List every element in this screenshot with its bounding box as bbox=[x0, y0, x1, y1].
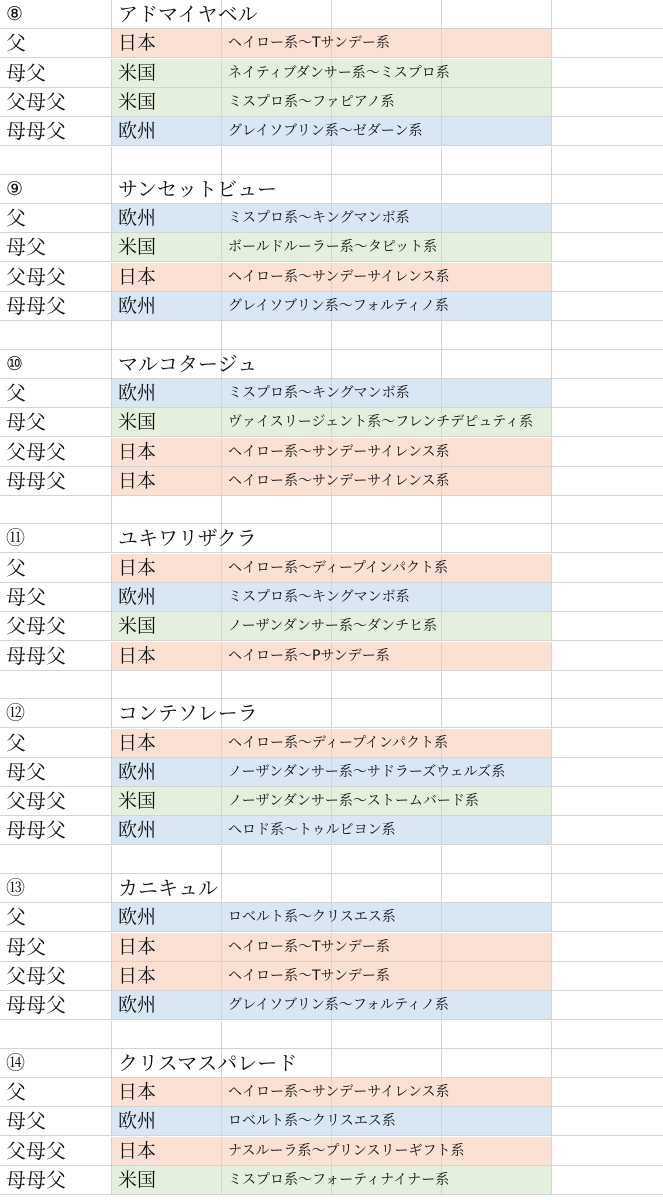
grid-line bbox=[551, 59, 552, 88]
grid-line bbox=[221, 554, 222, 583]
spacer-row bbox=[0, 321, 663, 349]
sire-line: グレイソブリン系〜フォルティノ系 bbox=[228, 298, 449, 314]
grid-line bbox=[221, 292, 222, 321]
grid-line bbox=[111, 816, 112, 845]
pedigree-row bbox=[0, 758, 663, 787]
grid-line bbox=[551, 496, 552, 524]
grid-line bbox=[551, 204, 552, 233]
grid-line bbox=[111, 729, 112, 758]
grid-line bbox=[441, 29, 442, 58]
grid-line bbox=[441, 1021, 442, 1049]
grid-line bbox=[221, 758, 222, 787]
grid-line bbox=[551, 933, 552, 962]
sire-line: グレイソブリン系〜フォルティノ系 bbox=[228, 997, 449, 1014]
grid-line bbox=[221, 874, 222, 903]
grid-line bbox=[111, 29, 112, 58]
grid-line bbox=[111, 0, 112, 29]
sire-line: ナスルーラ系〜プリンスリーギフト系 bbox=[228, 1142, 465, 1159]
sire-line: ヘイロー系〜サンデーサイレンス系 bbox=[228, 268, 450, 285]
pedigree-row bbox=[0, 292, 663, 321]
grid-line bbox=[551, 467, 552, 496]
region-label: 日本 bbox=[118, 265, 157, 288]
grid-line bbox=[111, 1107, 112, 1136]
region-label: 欧州 bbox=[118, 1110, 157, 1133]
ancestor-role: 父 bbox=[6, 555, 26, 580]
entry-number: ⑬ bbox=[6, 877, 26, 899]
grid-line bbox=[441, 612, 442, 641]
pedigree-row bbox=[0, 1137, 663, 1166]
grid-line bbox=[111, 903, 112, 932]
grid-line bbox=[221, 29, 222, 58]
grid-line bbox=[221, 991, 222, 1020]
sire-line: ヘイロー系〜サンデーサイレンス系 bbox=[228, 1084, 450, 1101]
grid-line bbox=[111, 612, 112, 641]
region-label: 欧州 bbox=[118, 586, 157, 608]
ancestor-role: 母父 bbox=[6, 934, 46, 959]
grid-line bbox=[551, 903, 552, 932]
grid-line bbox=[551, 991, 552, 1020]
horse-name: ユキワリザクラ bbox=[118, 526, 257, 551]
sire-line: ヘイロー系〜サンデーサイレンス系 bbox=[228, 472, 450, 489]
grid-line bbox=[441, 816, 442, 845]
grid-line bbox=[221, 263, 222, 292]
ancestor-role: 母母父 bbox=[6, 294, 66, 318]
grid-line bbox=[111, 408, 112, 437]
grid-line bbox=[111, 787, 112, 816]
region-label: 日本 bbox=[118, 440, 157, 463]
sire-line: ネイティブダンサー系〜ミスプロ系 bbox=[228, 64, 450, 81]
ancestor-role: 父母父 bbox=[6, 89, 66, 114]
sire-line: ヘイロー系〜Tサンデー系 bbox=[228, 967, 390, 984]
grid-line bbox=[441, 524, 442, 553]
pedigree-row bbox=[0, 1166, 663, 1195]
grid-line bbox=[111, 1166, 112, 1195]
region-label: 日本 bbox=[118, 1139, 157, 1162]
entry-header-row bbox=[0, 1049, 663, 1078]
grid-line bbox=[221, 88, 222, 117]
grid-line bbox=[551, 321, 552, 349]
grid-line bbox=[331, 496, 332, 524]
grid-line bbox=[221, 147, 222, 175]
ancestor-role: 母母父 bbox=[6, 993, 66, 1018]
grid-line bbox=[111, 117, 112, 146]
region-label: 欧州 bbox=[118, 994, 157, 1017]
sire-line: ロベルト系〜クリスエス系 bbox=[228, 1113, 396, 1130]
sire-line: ロベルト系〜クリスエス系 bbox=[228, 909, 396, 926]
grid-line bbox=[221, 583, 222, 612]
grid-line bbox=[551, 787, 552, 816]
grid-line bbox=[551, 292, 552, 321]
grid-line bbox=[221, 117, 222, 146]
sire-line: ミスプロ系〜キングマンボ系 bbox=[228, 589, 410, 605]
spacer-row bbox=[0, 1021, 663, 1049]
grid-line bbox=[331, 147, 332, 175]
grid-line bbox=[441, 0, 442, 29]
grid-line bbox=[551, 350, 552, 379]
region-label: 米国 bbox=[118, 236, 157, 259]
grid-line bbox=[551, 117, 552, 146]
grid-line bbox=[441, 1049, 442, 1078]
horse-name: サンセットビュー bbox=[118, 176, 277, 201]
ancestor-role: 母父 bbox=[6, 410, 46, 435]
region-label: 欧州 bbox=[118, 120, 157, 143]
grid-line bbox=[221, 1021, 222, 1049]
sire-line: ヘロド系〜トゥルビヨン系 bbox=[228, 822, 396, 839]
grid-line bbox=[551, 816, 552, 845]
grid-line bbox=[111, 671, 112, 699]
pedigree-row bbox=[0, 816, 663, 845]
ancestor-role: 母母父 bbox=[6, 119, 66, 144]
grid-line bbox=[551, 379, 552, 408]
grid-line bbox=[551, 408, 552, 437]
horse-name: クリスマスパレード bbox=[118, 1050, 298, 1075]
entry-number: ⑫ bbox=[6, 702, 26, 725]
pedigree-row bbox=[0, 642, 663, 671]
grid-line bbox=[111, 204, 112, 233]
grid-line bbox=[221, 204, 222, 233]
sire-line: ヴァイスリージェント系〜フレンチデピュティ系 bbox=[228, 414, 534, 431]
ancestor-role: 母母父 bbox=[6, 818, 66, 843]
grid-line bbox=[221, 379, 222, 408]
sire-line: グレイソブリン系〜ゼダーン系 bbox=[228, 123, 423, 140]
grid-line bbox=[551, 642, 552, 671]
grid-line bbox=[221, 496, 222, 524]
grid-line bbox=[331, 874, 332, 903]
grid-line bbox=[111, 233, 112, 262]
grid-line bbox=[111, 1021, 112, 1049]
grid-line bbox=[551, 554, 552, 583]
pedigree-row bbox=[0, 29, 663, 58]
grid-line bbox=[331, 1049, 332, 1078]
grid-line bbox=[441, 175, 442, 204]
ancestor-role: 母母父 bbox=[6, 1168, 66, 1192]
ancestor-role: 父 bbox=[6, 905, 26, 930]
grid-line bbox=[441, 583, 442, 612]
region-label: 欧州 bbox=[118, 207, 157, 230]
grid-line bbox=[551, 524, 552, 553]
pedigree-row bbox=[0, 612, 663, 641]
entry-header-row bbox=[0, 350, 663, 379]
horse-name: カニキュル bbox=[118, 876, 218, 900]
ancestor-role: 母母父 bbox=[6, 468, 66, 493]
region-label: 米国 bbox=[118, 790, 157, 813]
entry-header-row bbox=[0, 874, 663, 903]
grid-line bbox=[221, 962, 222, 991]
grid-line bbox=[111, 962, 112, 991]
grid-line bbox=[111, 263, 112, 292]
grid-line bbox=[331, 350, 332, 379]
grid-line bbox=[551, 263, 552, 292]
grid-line bbox=[111, 554, 112, 583]
grid-line bbox=[221, 612, 222, 641]
grid-line bbox=[551, 583, 552, 612]
grid-line bbox=[111, 88, 112, 117]
region-label: 欧州 bbox=[118, 819, 157, 842]
grid-line bbox=[551, 699, 552, 728]
entry-header-row bbox=[0, 0, 663, 29]
grid-line bbox=[441, 933, 442, 962]
grid-line bbox=[331, 524, 332, 553]
ancestor-role: 母母父 bbox=[6, 643, 66, 668]
entry-header-row bbox=[0, 175, 663, 204]
sire-line: ヘイロー系〜サンデーサイレンス系 bbox=[228, 443, 450, 460]
grid-line bbox=[221, 1107, 222, 1136]
grid-line bbox=[441, 233, 442, 262]
grid-line bbox=[551, 1049, 552, 1078]
pedigree-row bbox=[0, 233, 663, 262]
grid-line bbox=[551, 846, 552, 874]
grid-line bbox=[111, 933, 112, 962]
grid-line bbox=[221, 321, 222, 349]
grid-line bbox=[441, 496, 442, 524]
grid-line bbox=[221, 933, 222, 962]
ancestor-role: 父母父 bbox=[6, 264, 66, 289]
grid-line bbox=[111, 175, 112, 204]
grid-line bbox=[111, 292, 112, 321]
grid-line bbox=[111, 350, 112, 379]
grid-line bbox=[551, 438, 552, 467]
grid-line bbox=[221, 233, 222, 262]
pedigree-row bbox=[0, 438, 663, 467]
grid-line bbox=[441, 204, 442, 233]
grid-line bbox=[331, 0, 332, 29]
pedigree-row bbox=[0, 204, 663, 233]
grid-line bbox=[551, 1166, 552, 1195]
grid-line bbox=[441, 642, 442, 671]
entry-number: ⑭ bbox=[6, 1051, 26, 1074]
grid-line bbox=[111, 583, 112, 612]
grid-line bbox=[441, 846, 442, 874]
pedigree-row bbox=[0, 962, 663, 991]
grid-line bbox=[221, 642, 222, 671]
grid-line bbox=[111, 379, 112, 408]
spacer-row bbox=[0, 671, 663, 699]
grid-line bbox=[221, 1078, 222, 1107]
grid-line bbox=[441, 962, 442, 991]
grid-line bbox=[551, 29, 552, 58]
region-label: 日本 bbox=[118, 469, 157, 492]
grid-line bbox=[331, 699, 332, 728]
sire-line: ヘイロー系〜Tサンデー系 bbox=[228, 938, 390, 955]
grid-line bbox=[441, 1107, 442, 1136]
region-label: 米国 bbox=[118, 1169, 157, 1191]
grid-line bbox=[441, 903, 442, 932]
region-label: 米国 bbox=[118, 411, 157, 434]
grid-line bbox=[221, 1137, 222, 1166]
grid-line bbox=[221, 903, 222, 932]
region-label: 日本 bbox=[118, 1081, 157, 1104]
sire-line: ヘイロー系〜ディープインパクト系 bbox=[228, 734, 448, 751]
pedigree-row bbox=[0, 467, 663, 496]
grid-line bbox=[331, 846, 332, 874]
sire-line: ミスプロ系〜フォーティナイナー系 bbox=[228, 1172, 450, 1188]
pedigree-row bbox=[0, 787, 663, 816]
pedigree-row bbox=[0, 991, 663, 1020]
grid-line bbox=[111, 147, 112, 175]
grid-line bbox=[551, 88, 552, 117]
grid-line bbox=[221, 467, 222, 496]
grid-line bbox=[551, 175, 552, 204]
pedigree-row bbox=[0, 933, 663, 962]
sire-line: ノーザンダンサー系〜ダンチヒ系 bbox=[228, 618, 438, 635]
entry-number: ⑪ bbox=[6, 527, 26, 550]
pedigree-row bbox=[0, 88, 663, 117]
grid-line bbox=[111, 59, 112, 88]
pedigree-row bbox=[0, 263, 663, 292]
grid-line bbox=[111, 438, 112, 467]
grid-line bbox=[221, 846, 222, 874]
ancestor-role: 母父 bbox=[6, 585, 46, 609]
region-label: 日本 bbox=[118, 556, 157, 579]
grid-line bbox=[551, 962, 552, 991]
grid-line bbox=[441, 671, 442, 699]
ancestor-role: 母父 bbox=[6, 235, 46, 260]
grid-line bbox=[221, 787, 222, 816]
grid-line bbox=[551, 671, 552, 699]
grid-line bbox=[441, 350, 442, 379]
grid-line bbox=[441, 699, 442, 728]
grid-line bbox=[441, 147, 442, 175]
grid-line bbox=[111, 758, 112, 787]
region-label: 日本 bbox=[118, 964, 157, 987]
pedigree-row bbox=[0, 554, 663, 583]
region-label: 日本 bbox=[118, 32, 157, 55]
grid-line bbox=[111, 874, 112, 903]
grid-line bbox=[221, 1166, 222, 1195]
grid-line bbox=[111, 467, 112, 496]
ancestor-role: 父母父 bbox=[6, 614, 66, 639]
ancestor-role: 父 bbox=[6, 31, 26, 56]
sire-line: ヘイロー系〜Pサンデー系 bbox=[228, 647, 390, 664]
grid-line bbox=[441, 321, 442, 349]
sire-line: ヘイロー系〜Tサンデー系 bbox=[228, 35, 390, 52]
grid-line bbox=[331, 1021, 332, 1049]
spacer-row bbox=[0, 496, 663, 524]
ancestor-role: 母父 bbox=[6, 60, 46, 85]
pedigree-row bbox=[0, 583, 663, 612]
entry-number: ⑧ bbox=[6, 3, 24, 25]
grid-line bbox=[551, 1078, 552, 1107]
entry-header-row bbox=[0, 699, 663, 728]
pedigree-row bbox=[0, 379, 663, 408]
ancestor-role: 父母父 bbox=[6, 439, 66, 464]
sire-line: ノーザンダンサー系〜サドラーズウェルズ系 bbox=[228, 763, 506, 780]
sire-line: ヘイロー系〜ディープインパクト系 bbox=[228, 559, 448, 576]
grid-line bbox=[221, 671, 222, 699]
grid-line bbox=[551, 729, 552, 758]
grid-line bbox=[441, 874, 442, 903]
sire-line: ノーザンダンサー系〜ストームバード系 bbox=[228, 793, 479, 810]
grid-line bbox=[441, 88, 442, 117]
pedigree-row bbox=[0, 59, 663, 88]
grid-line bbox=[551, 1107, 552, 1136]
grid-line bbox=[331, 175, 332, 204]
pedigree-row bbox=[0, 408, 663, 437]
grid-line bbox=[551, 1137, 552, 1166]
region-label: 米国 bbox=[118, 615, 157, 638]
region-label: 日本 bbox=[118, 731, 157, 754]
grid-line bbox=[551, 233, 552, 262]
pedigree-row bbox=[0, 1107, 663, 1136]
grid-line bbox=[111, 1049, 112, 1078]
region-label: 欧州 bbox=[118, 381, 157, 404]
grid-line bbox=[441, 117, 442, 146]
grid-line bbox=[221, 59, 222, 88]
ancestor-role: 父 bbox=[6, 380, 26, 405]
grid-line bbox=[111, 321, 112, 349]
grid-line bbox=[331, 321, 332, 349]
spacer-row bbox=[0, 147, 663, 175]
ancestor-role: 父 bbox=[6, 1080, 26, 1105]
horse-name: マルコタージュ bbox=[118, 351, 258, 376]
sire-line: ミスプロ系〜キングマンボ系 bbox=[228, 210, 410, 227]
ancestor-role: 母父 bbox=[6, 1109, 46, 1134]
ancestor-role: 父母父 bbox=[6, 963, 66, 988]
grid-line bbox=[221, 408, 222, 437]
grid-line bbox=[551, 147, 552, 175]
horse-name: コンテソレーラ bbox=[118, 701, 258, 726]
grid-line bbox=[111, 496, 112, 524]
ancestor-role: 母父 bbox=[6, 759, 46, 784]
region-label: 米国 bbox=[118, 61, 157, 84]
ancestor-role: 父 bbox=[6, 730, 26, 755]
grid-line bbox=[551, 612, 552, 641]
sire-line: ミスプロ系〜ファピアノ系 bbox=[228, 93, 395, 110]
entry-number: ⑩ bbox=[6, 352, 24, 375]
grid-line bbox=[221, 816, 222, 845]
pedigree-row bbox=[0, 117, 663, 146]
grid-line bbox=[111, 1137, 112, 1166]
grid-line bbox=[551, 1021, 552, 1049]
grid-line bbox=[111, 699, 112, 728]
grid-line bbox=[551, 0, 552, 29]
ancestor-role: 父 bbox=[6, 206, 26, 231]
pedigree-row bbox=[0, 1078, 663, 1107]
grid-line bbox=[111, 642, 112, 671]
grid-line bbox=[111, 991, 112, 1020]
entry-number: ⑨ bbox=[6, 177, 24, 200]
grid-line bbox=[441, 379, 442, 408]
grid-line bbox=[551, 758, 552, 787]
grid-line bbox=[111, 846, 112, 874]
region-label: 欧州 bbox=[118, 760, 157, 783]
grid-line bbox=[551, 874, 552, 903]
grid-line bbox=[111, 1078, 112, 1107]
sire-line: ミスプロ系〜キングマンボ系 bbox=[228, 384, 410, 401]
pedigree-row bbox=[0, 729, 663, 758]
grid-line bbox=[331, 671, 332, 699]
horse-name: アドマイヤベル bbox=[118, 2, 258, 26]
region-label: 欧州 bbox=[118, 906, 157, 929]
grid-line bbox=[221, 729, 222, 758]
region-label: 欧州 bbox=[118, 295, 157, 317]
ancestor-role: 父母父 bbox=[6, 1138, 66, 1163]
spacer-row bbox=[0, 846, 663, 874]
region-label: 米国 bbox=[118, 90, 157, 113]
ancestor-role: 父母父 bbox=[6, 789, 66, 814]
entry-header-row bbox=[0, 524, 663, 553]
grid-line bbox=[111, 524, 112, 553]
pedigree-row bbox=[0, 903, 663, 932]
sire-line: ボールドルーラー系〜タピット系 bbox=[228, 239, 438, 256]
grid-line bbox=[221, 438, 222, 467]
region-label: 日本 bbox=[118, 644, 157, 667]
region-label: 日本 bbox=[118, 935, 157, 958]
